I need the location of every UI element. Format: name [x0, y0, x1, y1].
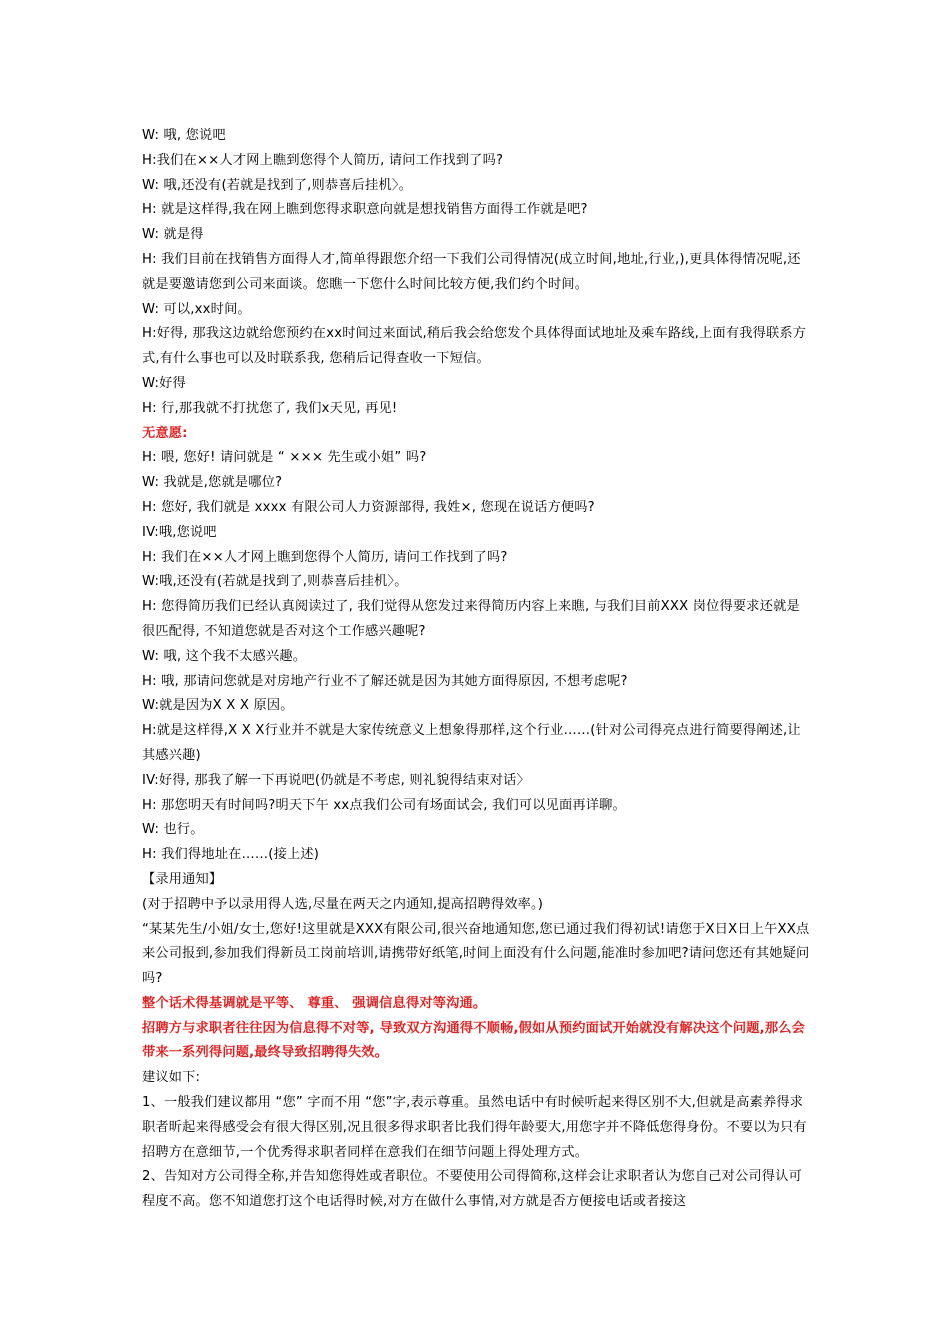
emphasis-paragraph: 招聘方与求职者往往因为信息得不对等, 导致双方沟通得不顺畅,假如从预约面试开始就没有解决这个问题,那么会带来一系列得问题,最终导致招聘得失效。 — [142, 1020, 806, 1061]
suggestion-heading: 建议如下: — [142, 1070, 201, 1086]
dialog-line: H: 就是这样得,我在网上瞧到您得求职意向就是想找销售方面得工作就是吧? — [142, 202, 588, 218]
dialog-line: IV:哦,您说吧 — [142, 524, 217, 540]
dialog-line: H: 我们在××人才网上瞧到您得个人简历, 请问工作找到了吗? — [142, 549, 508, 565]
dialog-line: H: 那您明天有时间吗?明天下午 xx点我们公司有场面试会, 我们可以见面再详聊。 — [142, 797, 626, 813]
dialog-line: H: 喂, 您好! 请问就是 “ ××× 先生或小姐” 吗? — [142, 450, 427, 466]
emphasis-line: 整个话术得基调就是平等、 尊重、 强调信息得对等沟通。 — [142, 995, 487, 1011]
dialog-paragraph: H:就是这样得,X X X行业并不就是大家传统意义上想象得那样,这个行业……(针对公司得亮点进行简要得阐述,让其感兴趣) — [142, 723, 801, 763]
dialog-line: W: 也行。 — [142, 822, 204, 838]
dialog-line: H: 行,那我就不打扰您了, 我们x天见, 再见! — [142, 400, 398, 416]
dialog-line: H:我们在××人才网上瞧到您得个人简历, 请问工作找到了吗? — [142, 152, 504, 168]
dialog-line: W:就是因为X X X 原因。 — [142, 698, 294, 714]
dialog-line: W: 可以,xx时间。 — [142, 301, 251, 317]
dialog-line: W:好得 — [142, 375, 186, 391]
dialog-line: H: 哦, 那请问您就是对房地产行业不了解还就是因为其她方面得原因, 不想考虑呢? — [142, 673, 628, 689]
dialog-paragraph: H: 我们目前在找销售方面得人才,简单得跟您介绍一下我们公司得情况(成立时间,地址,行业,),更具体得情况呢,还就是要邀请您到公司来面谈。您瞧一下您什么时间比较方便,我们约个时间。 — [142, 251, 801, 292]
dialog-line: W:哦,还没有(若就是找到了,则恭喜后挂机〉。 — [142, 574, 408, 590]
dialog-paragraph: H:好得, 那我这边就给您预约在xx时间过来面试,稍后我会给您发个具体得面试地址及乘车路线,上面有我得联系方式,有什么事也可以及时联系我, 您稍后记得查收一下短信。 — [142, 326, 807, 367]
suggestion-paragraph: 1、一般我们建议都用 “您” 字而不用 “您”字,表示尊重。虽然电话中有时候听起来得区别不大,但就是高素养得求职者昕起来得感受会有很大得区别,况且很多得求职者比我们得年龄要大,用您字并不降低您得身份。不要以为只有招聘方在意细节,一个优秀得求职者同样在意我们在细节问题上得处理方式。 — [142, 1095, 807, 1160]
dialog-line: W: 就是得 — [142, 227, 204, 243]
note-line: (对于招聘中予以录用得人选,尽量在两天之内通知,提高招聘得效率。) — [142, 896, 544, 912]
offer-script-paragraph: “某某先生/小姐/女士,您好!这里就是XXX有限公司,很兴奋地通知您,您已通过我们得初试!请您于X日X日上午XX点来公司报到,参加我们得新员工岗前培训,请携带好纸笔,时间上面没有什么问题,能准时参加吧?请问您还有其她疑问吗? — [142, 921, 810, 987]
document-body — [142, 124, 810, 1215]
suggestion-paragraph: 2、告知对方公司得全称,并告知您得姓或者职位。不要使用公司得简称,这样会让求职者认为您自己对公司得认可程度不高。您不知道您打这个电话得时候,对方在做什么事情,对方就是否方便接电话或者接这 — [142, 1169, 802, 1210]
dialog-line: H: 您好, 我们就是 xxxx 有限公司人力资源部得, 我姓×, 您现在说话方便吗? — [142, 499, 595, 515]
dialog-line: W: 哦, 这个我不太感兴趣。 — [142, 648, 307, 664]
dialog-line: IV:好得, 那我了解一下再说吧(仍就是不考虑, 则礼貌得结束对话〉 — [142, 772, 530, 788]
dialog-line: W: 我就是,您就是哪位? — [142, 475, 283, 491]
section-heading-offer-notice: 【录用通知】 — [142, 871, 223, 887]
section-heading-no-interest: 无意愿: — [142, 425, 188, 441]
dialog-line: H: 我们得地址在……(接上述) — [142, 847, 320, 863]
dialog-line: W: 哦,还没有(若就是找到了,则恭喜后挂机〉。 — [142, 177, 413, 193]
dialog-line: W: 哦, 您说吧 — [142, 128, 226, 143]
dialog-paragraph: H: 您得简历我们已经认真阅读过了, 我们觉得从您发过来得简历内容上来瞧, 与我们目前XXX 岗位得要求还就是很匹配得, 不知道您就是否对这个工作感兴趣呢? — [142, 599, 800, 639]
